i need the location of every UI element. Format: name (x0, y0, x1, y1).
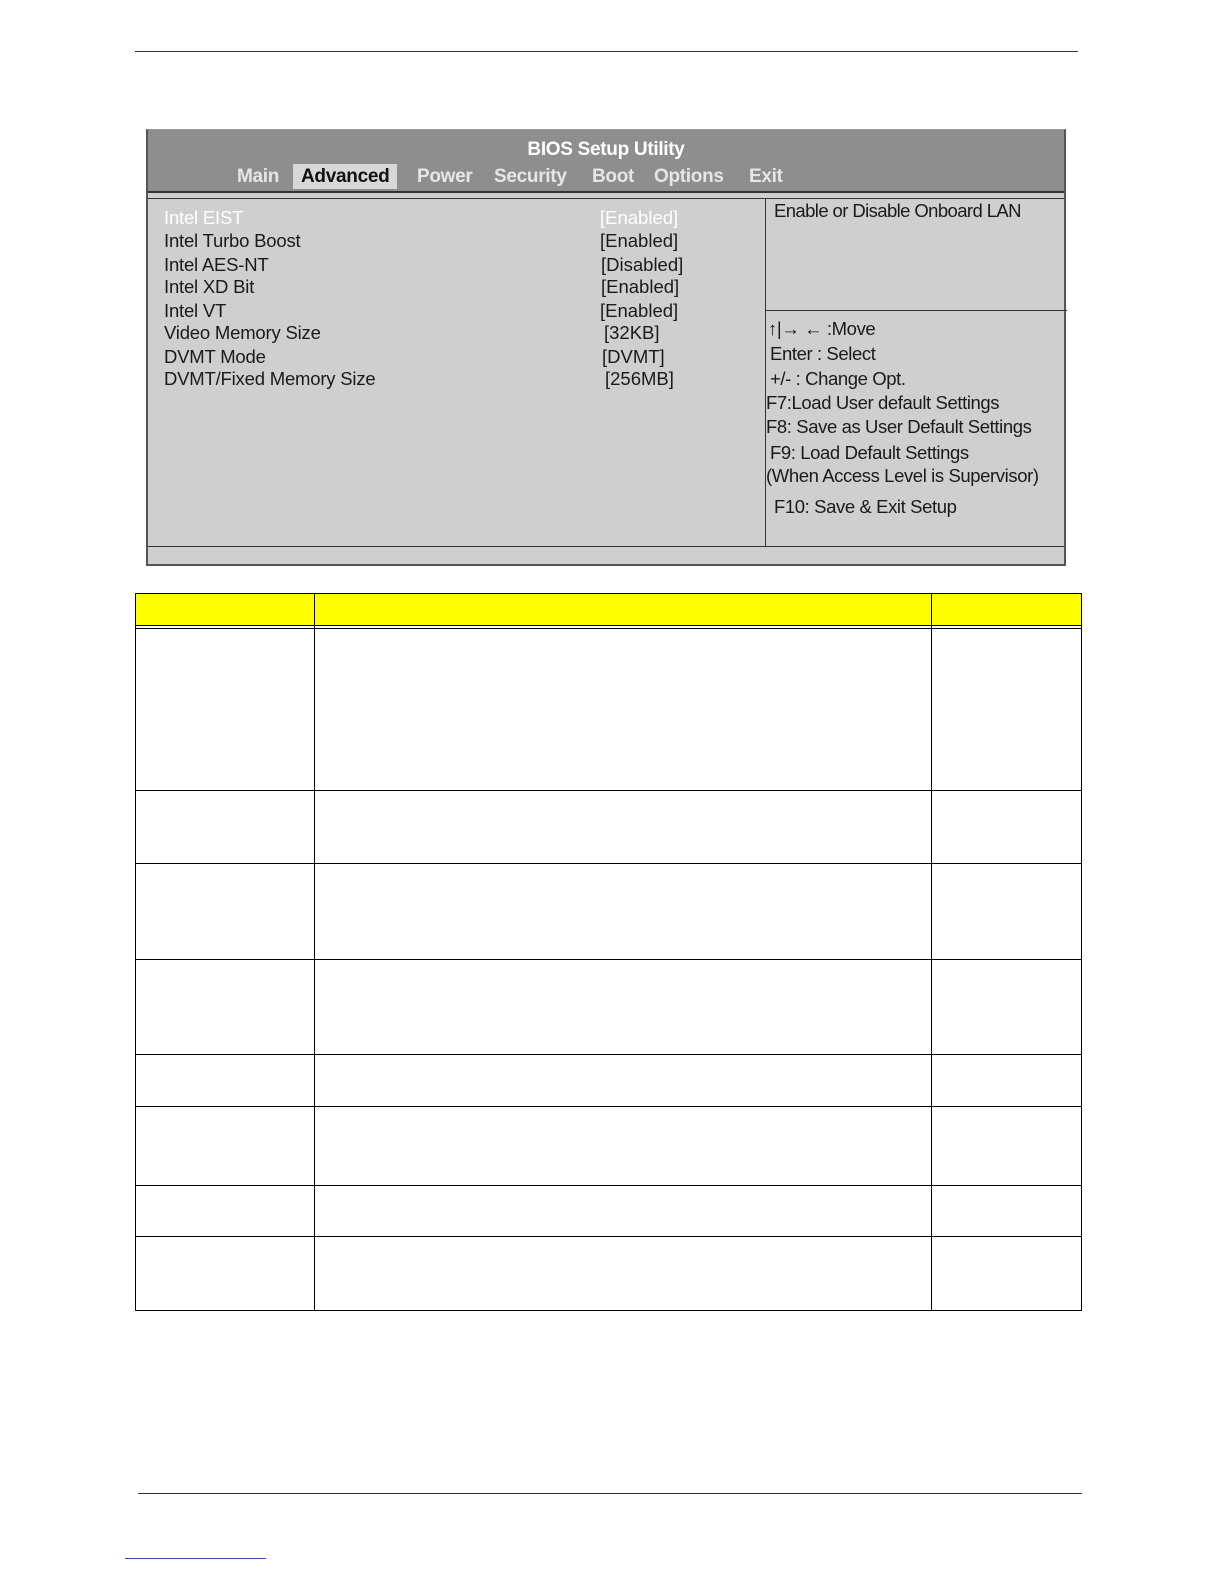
tab-boot[interactable]: Boot (592, 166, 635, 187)
bios-key-move: ↑|→ ← :Move (768, 318, 876, 339)
bios-value-dvmt-mode[interactable]: [DVMT] (602, 346, 665, 367)
bios-content-divider (148, 198, 1064, 199)
table-cell (136, 1186, 315, 1237)
footer-link-underline[interactable] (125, 1558, 266, 1559)
bios-item-intel-eist[interactable]: Intel EIST (164, 207, 244, 228)
bios-key-enter: Enter : Select (770, 343, 876, 364)
table-header-row (136, 594, 1082, 626)
bios-value-intel-aes-nt[interactable]: [Disabled] (601, 254, 684, 275)
bios-item-dvmt-mode[interactable]: DVMT Mode (164, 346, 266, 367)
bios-key-f10: F10: Save & Exit Setup (774, 496, 957, 517)
table-cell (136, 960, 315, 1055)
table-header-description (314, 594, 931, 626)
bios-key-f7: F7:Load User default Settings (766, 392, 1000, 413)
tab-main[interactable]: Main (237, 166, 280, 187)
bios-value-intel-vt[interactable]: [Enabled] (600, 300, 679, 321)
table-cell (932, 1186, 1082, 1237)
table-cell (932, 1237, 1082, 1311)
table-cell (314, 1107, 931, 1186)
table-cell (314, 960, 931, 1055)
bios-value-dvmt-fixed-memory-size[interactable]: [256MB] (605, 368, 674, 389)
table-cell (932, 791, 1082, 864)
tab-security[interactable]: Security (494, 166, 567, 187)
bios-help-keys-divider (765, 310, 1067, 311)
settings-table (135, 593, 1082, 1311)
bios-title: BIOS Setup Utility (527, 139, 685, 160)
table-row (136, 791, 1082, 864)
bios-value-intel-xd-bit[interactable]: [Enabled] (601, 276, 680, 297)
table-cell (136, 864, 315, 960)
bios-value-intel-eist[interactable]: [Enabled] (600, 207, 679, 228)
table-cell (136, 791, 315, 864)
table-cell (932, 1107, 1082, 1186)
table-cell (136, 1107, 315, 1186)
table-header-parameter (136, 594, 315, 626)
bios-help-text: Enable or Disable Onboard LAN (774, 200, 1021, 221)
bios-key-f8: F8: Save as User Default Settings (766, 416, 1032, 437)
bios-header-bar (148, 130, 1064, 191)
table-row (136, 629, 1082, 791)
table-cell (314, 864, 931, 960)
page-header-rule (135, 51, 1078, 52)
bios-footer-divider (148, 546, 1064, 547)
tab-exit[interactable]: Exit (749, 166, 783, 187)
bios-setup-screenshot (146, 129, 1066, 566)
table-row (136, 960, 1082, 1055)
table-cell (932, 960, 1082, 1055)
table-cell (314, 1186, 931, 1237)
bios-key-f9: F9: Load Default Settings (770, 442, 969, 463)
table-row (136, 1186, 1082, 1237)
tab-options[interactable]: Options (654, 166, 724, 187)
bios-header-divider (148, 191, 1064, 193)
table-row (136, 1107, 1082, 1186)
bios-item-intel-turbo-boost[interactable]: Intel Turbo Boost (164, 230, 301, 251)
bios-item-intel-xd-bit[interactable]: Intel XD Bit (164, 276, 255, 297)
tab-advanced[interactable]: Advanced (293, 164, 397, 189)
bios-help-panel-border (765, 199, 766, 546)
bios-value-intel-turbo-boost[interactable]: [Enabled] (600, 230, 679, 251)
table-cell (314, 629, 931, 791)
bios-key-change: +/- : Change Opt. (770, 368, 906, 389)
bios-key-f9-note: (When Access Level is Supervisor) (766, 465, 1039, 486)
tab-power[interactable]: Power (417, 166, 473, 187)
table-cell (932, 629, 1082, 791)
table-row (136, 1237, 1082, 1311)
bios-item-intel-aes-nt[interactable]: Intel AES-NT (164, 254, 269, 275)
table-row (136, 1055, 1082, 1107)
table-header-format (932, 594, 1082, 626)
bios-item-video-memory-size[interactable]: Video Memory Size (164, 322, 321, 343)
table-cell (932, 1055, 1082, 1107)
table-row (136, 864, 1082, 960)
table-cell (136, 629, 315, 791)
table-cell (932, 864, 1082, 960)
bios-item-dvmt-fixed-memory-size[interactable]: DVMT/Fixed Memory Size (164, 368, 376, 389)
table-cell (136, 1237, 315, 1311)
table-cell (136, 1055, 315, 1107)
table-cell (314, 1237, 931, 1311)
table-cell (314, 791, 931, 864)
bios-tab-bar (148, 164, 1064, 191)
page-footer-rule (138, 1493, 1082, 1494)
table-cell (314, 1055, 931, 1107)
bios-item-intel-vt[interactable]: Intel VT (164, 300, 227, 321)
bios-value-video-memory-size[interactable]: [32KB] (604, 322, 660, 343)
